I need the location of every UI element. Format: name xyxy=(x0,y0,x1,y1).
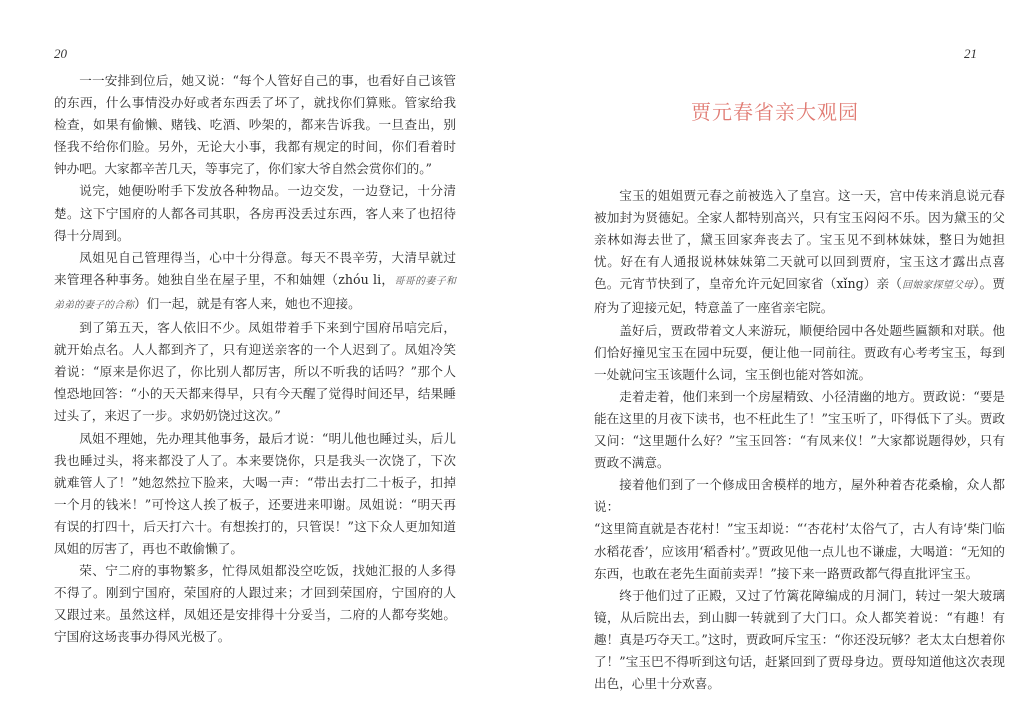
paragraph xyxy=(594,518,1005,584)
page-number: 21 xyxy=(964,46,977,61)
right-page xyxy=(517,0,1033,716)
paragraph-text: ）们一起，就是有客人来，她也不迎接。 xyxy=(134,295,361,311)
paragraph-text: “这里简直就是杏花村！”宝玉却说：“‘杏花村’太俗气了，古人有诗‘柴门临水稻花香’，应该用‘稻香村’。”贾政见他一点儿也不谦虚，大喝道：“无知的东西，也敢在老先生面前卖弄！”接下来一路贾政都气得直批评宝玉。 xyxy=(594,521,1005,581)
paragraph-text: 一一安排到位后，她又说：“每个人管好自己的事，也看好自己该管的东西，什么事情没办好或者东西丢了坏了，就找你们算账。管家给我检查，如果有偷懒、赌钱、吃酒、吵架的，都来告诉我。一旦查出，别怪我不给你们脸。另外，无论大小事，我都有规定的时间，你们看着时钟办吧。大家都辛苦几天，等事完了，你们家大爷自然会赏你们的。” xyxy=(54,73,456,177)
chapter-title: 贾元春省亲大观园 xyxy=(691,100,859,124)
body-text xyxy=(54,70,456,648)
paragraph xyxy=(54,180,456,246)
paragraph xyxy=(54,317,456,427)
paragraph xyxy=(54,560,456,648)
annotation-note: 哥哥的妻子和弟弟的妻子的合称 xyxy=(54,275,456,311)
paragraph-text: 接着他们到了一个修成田舍模样的地方，屋外种着杏花桑榆，众人都说： xyxy=(594,477,1005,515)
paragraph-text: 说完，她便吩咐手下发放各种物品。一边交发，一边登记，十分清楚。这下宁国府的人都各司其职，各房再没丢过东西，客人来了也招待得十分周到。 xyxy=(54,183,456,243)
paragraph-text: 终于他们过了正殿，又过了竹篱花障编成的月洞门，转过一架大玻璃镜，从后院出去，到山脚一转就到了大门口。众人都笑着说：“有趣！有趣！真是巧夺天工。”这时，贾政呵斥宝玉：“你还没玩够？老太太白想着你了！”宝玉巴不得听到这句话，赶紧回到了贾母身边。贾母知道他这次表现出色，心里十分欢喜。 xyxy=(594,587,1005,692)
paragraph xyxy=(54,70,456,180)
left-page xyxy=(0,0,516,716)
paragraph-text: 凤姐不理她，先办理其他事务，最后才说：“明儿他也睡过头，后儿我也睡过头，将来都没了人了。本来要饶你，只是我头一次饶了，下次就难管人了！”她忽然拉下脸来，大喝一声：“带出去打二十板子，扣掉一个月的钱米！”可怜这人挨了板子，还要进来叩谢。凤姐说：“明天再有误的打四十，后天打六十。有想挨打的，只管误！”这下众人更加知道凤姐的厉害了，再也不敢偷懒了。 xyxy=(54,430,456,556)
paragraph xyxy=(54,428,456,561)
body-text xyxy=(594,185,1005,695)
page-number: 20 xyxy=(54,46,67,61)
paragraph xyxy=(594,386,1005,474)
paragraph xyxy=(594,185,1005,320)
paragraph-text: 荣、宁二府的事物繁多，忙得凤姐都没空吃饭，找她汇报的人多得不得了。刚到宁国府，荣国府的人跟过来；才回到荣国府，宁国府的人又跟过来。虽然这样，凤姐还是安排得十分妥当，二府的人都夸奖她。宁国府这场丧事办得风光极了。 xyxy=(54,563,456,645)
paragraph xyxy=(594,585,1005,695)
paragraph xyxy=(594,474,1005,518)
paragraph-text: 盖好后，贾政带着文人来游玩，顺便给园中各处题些匾额和对联。他们恰好撞见宝玉在园中玩耍，便让他一同前往。贾政有心考考宝玉，每到一处就问宝玉该题什么词，宝玉倒也能对答如流。 xyxy=(594,322,1005,382)
paragraph-text: 凤姐见自己管理得当，心中十分得意。每天不畏辛劳，大清早就过来管理各种事务。她独自坐在屋子里，不和妯娌（zhóu li， xyxy=(54,249,456,287)
paragraph-text: 走着走着，他们来到一个房屋精致、小径清幽的地方。贾政说：“要是能在这里的月夜下读书，也不枉此生了！”宝玉听了，吓得低下了头。贾政又问：“这里题什么好？”宝玉回答：“有凤来仪！”大家都说题得妙，只有贾政不满意。 xyxy=(594,388,1005,471)
paragraph xyxy=(594,320,1005,386)
annotation-note: 回娘家探望父母 xyxy=(902,280,974,292)
paragraph-text: 到了第五天，客人依旧不少。凤姐带着手下来到宁国府吊唁完后，就开始点名。人人都到齐了，只有迎送亲客的一个人迟到了。凤姐冷笑着说：“原来是你迟了，你比别人都厉害，所以不听我的话吗？”那个人惶恐地回答：“小的天天都来得早，只有今天醒了觉得时间还早，结果睡过头了，来迟了一步。求奶奶饶过这次。” xyxy=(54,320,456,424)
paragraph-text: 宝玉的姐姐贾元春之前被选入了皇宫。这一天，宫中传来消息说元春被加封为贤德妃。全家人都特别高兴，只有宝玉闷闷不乐。因为黛玉的父亲林如海去世了，黛玉回家奔丧去了。宝玉见不到林妹妹，整日为她担忧。好在有人通报说林妹妹第二天就可以回到贾府，宝玉这才露出点喜色。元宵节快到了，皇帝允许元妃回家省（xǐng）亲（ xyxy=(594,188,1005,292)
paragraph xyxy=(54,247,456,317)
paragraph-text: ）。贾府为了迎接元妃，特意盖了一座省亲宅院。 xyxy=(594,276,1005,316)
